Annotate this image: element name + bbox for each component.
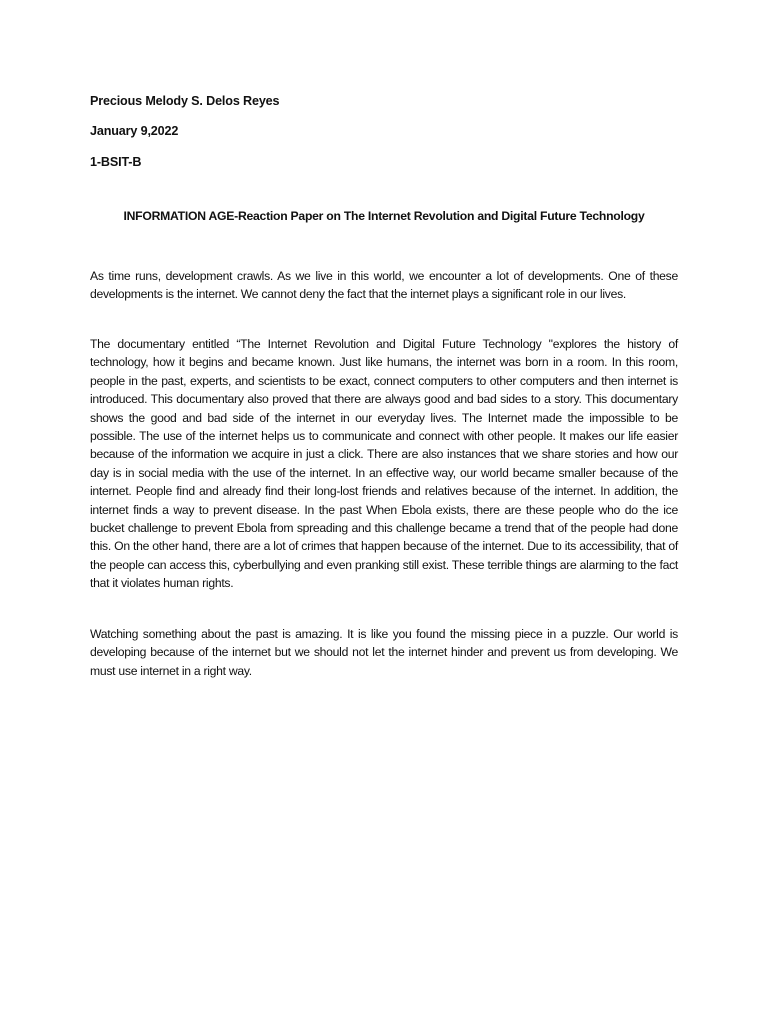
- paragraph-introduction: As time runs, development crawls. As we live in this world, we encounter a lot of developments. One of these developments is the internet. We cannot deny the fact that the internet plays a significant role in our lives.: [90, 269, 678, 302]
- document-date: January 9,2022: [90, 124, 179, 138]
- class-section: 1-BSIT-B: [90, 155, 142, 169]
- paper-title: INFORMATION AGE-Reaction Paper on The Internet Revolution and Digital Future Technology: [123, 209, 645, 223]
- paragraph-body: The documentary entitled “The Internet Revolution and Digital Future Technology "explores the history of technology, how it begins and became known. Just like humans, the internet was born in a room. In this room, people in the past, experts, and scientists to be exact, connect computers to other computers and then internet is introduced. This documentary also proved that there are always good and bad sides to a story. This documentary shows the good and bad side of the internet in our everyday lives. The Internet made the impossible to be possible. The use of the internet helps us to communicate and connect with other people. It makes our life easier because of the information we acquire in just a click. There are also instances that we share stories and how our day is in social media with the use of the internet. In an effective way, our world became smaller because of the internet. People find and already find their long-lost friends and relatives because of the internet. In addition, the internet finds a way to prevent disease. In the past When Ebola exists, there are these people who do the ice bucket challenge to prevent Ebola from spreading and this challenge became a trend that of the people had done this. On the other hand, there are a lot of crimes that happen because of the internet. Due to its accessibility, that of the people can access this, cyberbullying and even pranking still exist. These terrible things are alarming to the fact that it violates human rights.: [90, 337, 678, 591]
- author-name: Precious Melody S. Delos Reyes: [90, 94, 280, 108]
- paragraph-conclusion: Watching something about the past is amazing. It is like you found the missing piece in a puzzle. Our world is developing because of the internet but we should not let the internet hinder and prevent us from developing. We must use internet in a right way.: [90, 627, 678, 678]
